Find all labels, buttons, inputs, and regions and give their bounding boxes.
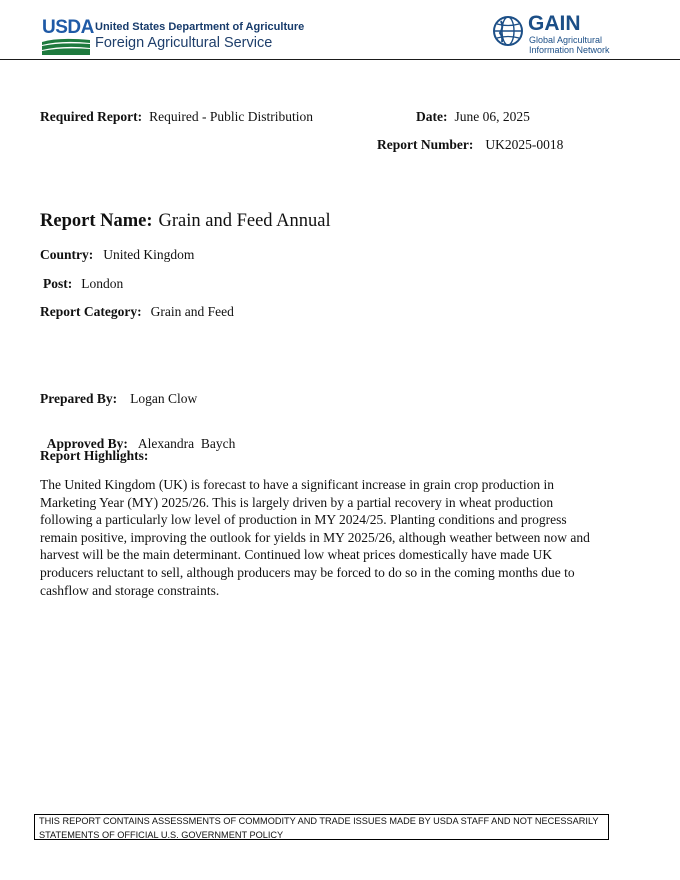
usda-logo-letters: USDA [42,17,94,38]
report-highlights-text: The United Kingdom (UK) is forecast to have a significant increase in grain crop production in Marketing Year (MY) 2025/26. This is largely driven by a partial recovery in wheat production following a particularly low level of production in MY 2024/25. Planting conditions and progress remain positive, improving the outlook for yields in MY 2025/26, although weather between now and harvest will be the main determinant. Continued low wheat prices domestically have made UK producers reluctant to sell, although producers may be forced to do so in the coming months due to cashflow and storage constraints. [40,477,590,598]
report-highlights-heading: Report Highlights: [40,448,149,463]
post-value: London [81,276,124,291]
report-number-field [377,137,563,153]
page-header [0,0,680,62]
usda-department-name: United States Department of Agriculture [95,21,305,33]
usda-logo [42,17,94,56]
report-number-label: Report Number: [377,137,474,152]
prepared-by-field [40,391,197,407]
prepared-by-value: Logan Clow [130,391,198,406]
country-value: United Kingdom [103,247,195,262]
usda-landscape-icon [42,37,90,55]
header-divider [0,59,680,60]
country-field [40,247,194,263]
date-label: Date: [416,109,448,124]
required-report-value: Required - Public Distribution [149,109,313,124]
date-field [416,109,530,125]
report-category-label: Report Category: [40,304,142,319]
approved-by-label: Approved By: [46,436,128,451]
prepared-by-label: Prepared By: [40,391,118,406]
report-category-value: Grain and Feed [150,304,234,319]
gain-logo-text: GAIN [528,12,581,35]
gain-tagline-line2: Information Network [529,45,610,55]
required-report-label: Required Report: [40,109,143,124]
report-name-value: Grain and Feed Annual [158,211,331,231]
post-label: Post: [43,276,73,291]
post-field [43,276,123,292]
report-name [40,211,331,232]
required-report-field [40,109,313,125]
gain-tagline-line1: Global Agricultural [529,35,603,45]
report-name-label: Report Name: [40,211,153,231]
usda-agency-name: Foreign Agricultural Service [95,35,273,51]
approved-by-value: Alexandra Baych [137,436,236,451]
date-value: June 06, 2025 [454,109,530,124]
globe-icon [492,15,524,47]
report-number-value: UK2025-0018 [485,137,564,152]
report-category-field [40,304,234,320]
disclaimer-box: THIS REPORT CONTAINS ASSESSMENTS OF COMMODITY AND TRADE ISSUES MADE BY USDA STAFF AND NOT NECESSARILY STATEMENTS OF OFFICIAL U.S. GOVERNMENT POLICY [34,814,609,840]
country-label: Country: [40,247,94,262]
